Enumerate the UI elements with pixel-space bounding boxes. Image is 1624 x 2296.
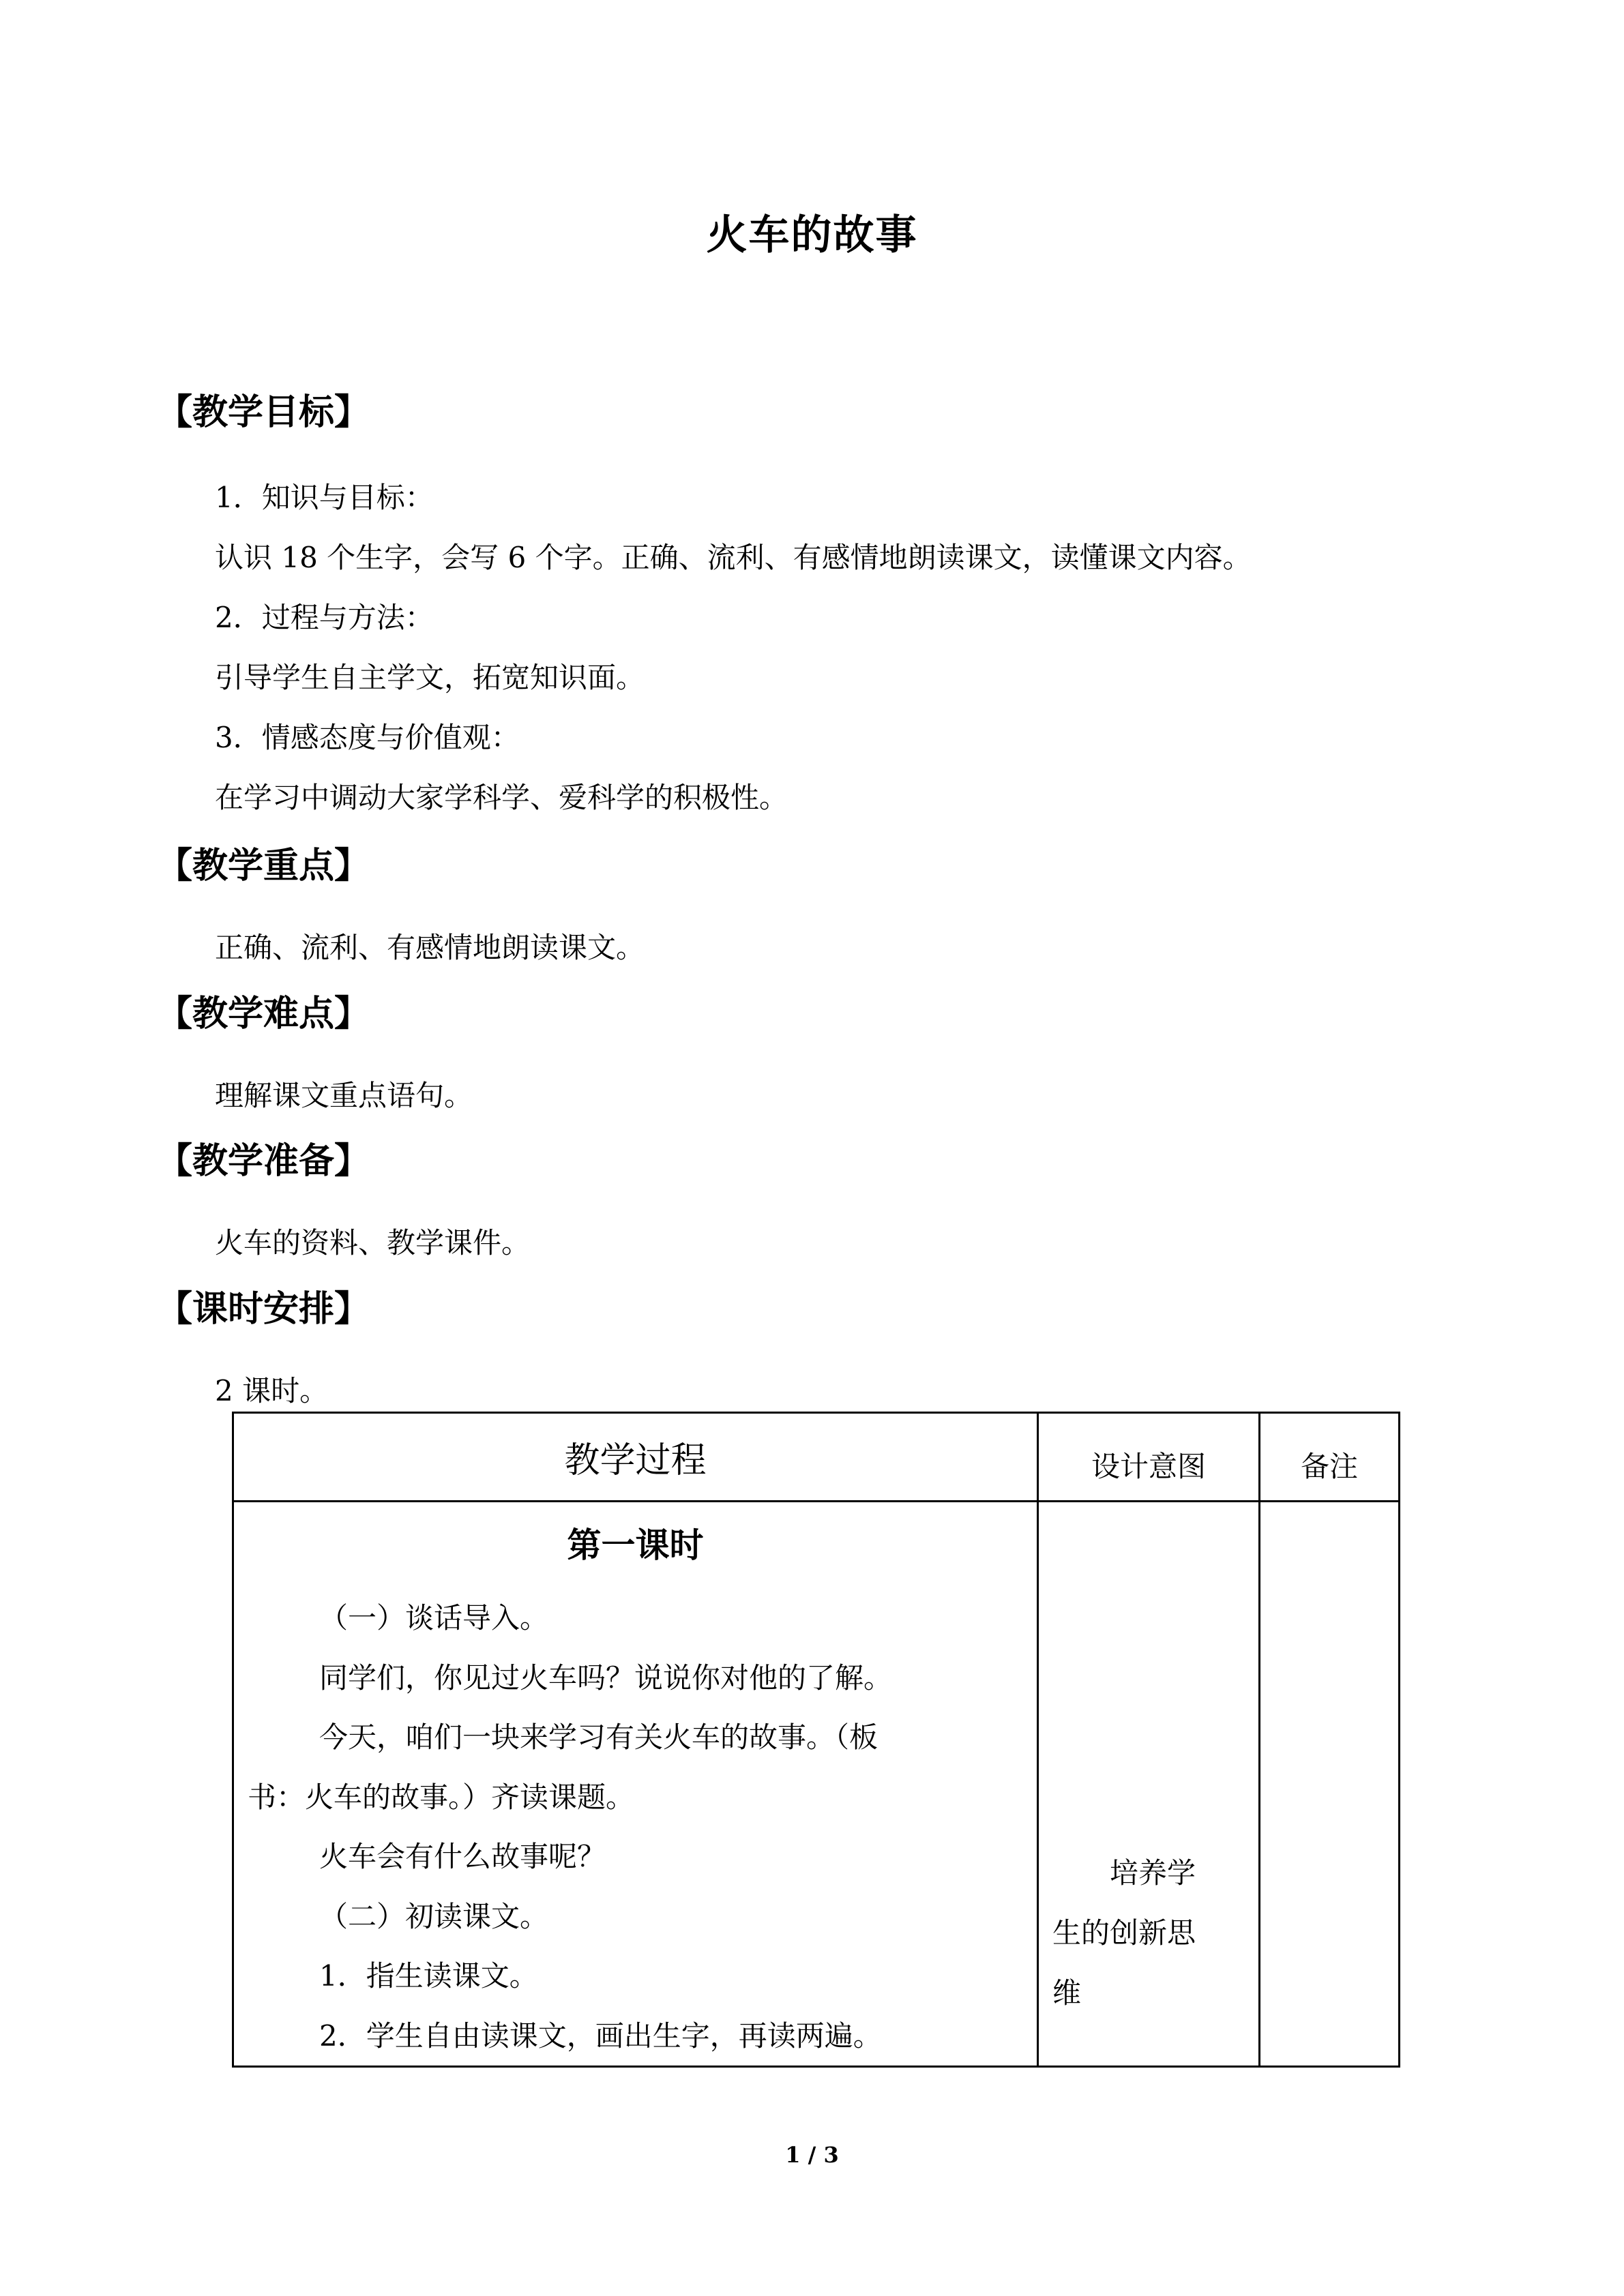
goal-item-3-label: 3．情感态度与价值观： xyxy=(215,721,520,754)
process-line: 2．学生自由读课文，画出生字，再读两遍。 xyxy=(319,2018,882,2053)
design-intent-cell xyxy=(1038,1502,1260,2067)
difficulties-text: 理解课文重点语句。 xyxy=(215,1079,473,1112)
header-notes: 备注 xyxy=(1260,1413,1400,1502)
goal-item-2-text: 引导学生自主学文，拓宽知识面。 xyxy=(215,661,645,694)
intent-line: 维 xyxy=(1052,1976,1082,2010)
page-number: 1 / 3 xyxy=(785,2142,839,2168)
process-line: 同学们，你见过火车吗？说说你对他的了解。 xyxy=(319,1660,893,1695)
page-title: 火车的故事 xyxy=(706,211,918,259)
section-heading-preparation: 【教学准备】 xyxy=(157,1141,370,1182)
section-heading-difficulties: 【教学难点】 xyxy=(157,994,370,1034)
process-line: 书：火车的故事。）齐读课题。 xyxy=(248,1780,635,1814)
section-heading-teaching-goals: 【教学目标】 xyxy=(157,392,370,433)
header-design-intent: 设计意图 xyxy=(1038,1413,1260,1502)
design-intent-text xyxy=(1052,1843,1247,2023)
intent-line: 生的创新思 xyxy=(1052,1916,1196,1950)
section-heading-schedule: 【课时安排】 xyxy=(157,1289,370,1330)
process-line: 1．指生读课文。 xyxy=(319,1959,538,1993)
intent-line: 培养学 xyxy=(1110,1856,1196,1890)
notes-cell xyxy=(1260,1502,1400,2067)
key-points-text: 正确、流利、有感情地朗读课文。 xyxy=(215,931,645,964)
process-line: 火车会有什么故事呢？ xyxy=(319,1840,606,1873)
process-line: 今天，咱们一块来学习有关火车的故事。（板 xyxy=(319,1720,879,1754)
header-teaching-process: 教学过程 xyxy=(233,1413,1038,1502)
goal-item-2-label: 2．过程与方法： xyxy=(215,601,434,634)
goal-item-1-text: 认识 18 个生字，会写 6 个字。正确、流利、有感情地朗读课文，读懂课文内容。 xyxy=(215,541,1252,574)
lesson-heading: 第一课时 xyxy=(567,1525,704,1565)
schedule-text: 2 课时。 xyxy=(215,1374,329,1407)
process-lines xyxy=(234,1588,1037,2066)
process-line: （一）谈话导入。 xyxy=(319,1601,549,1635)
table-header-row xyxy=(233,1413,1400,1502)
lesson-plan-table xyxy=(232,1412,1400,2068)
process-cell xyxy=(233,1502,1038,2067)
process-line: （二）初读课文。 xyxy=(319,1899,549,1933)
goal-item-1-label: 1．知识与目标： xyxy=(215,481,434,514)
section-heading-key-points: 【教学重点】 xyxy=(157,846,370,886)
preparation-text: 火车的资料、教学课件。 xyxy=(215,1226,531,1259)
goal-item-3-text: 在学习中调动大家学科学、爱科学的积极性。 xyxy=(215,781,788,814)
table-row xyxy=(233,1502,1400,2067)
